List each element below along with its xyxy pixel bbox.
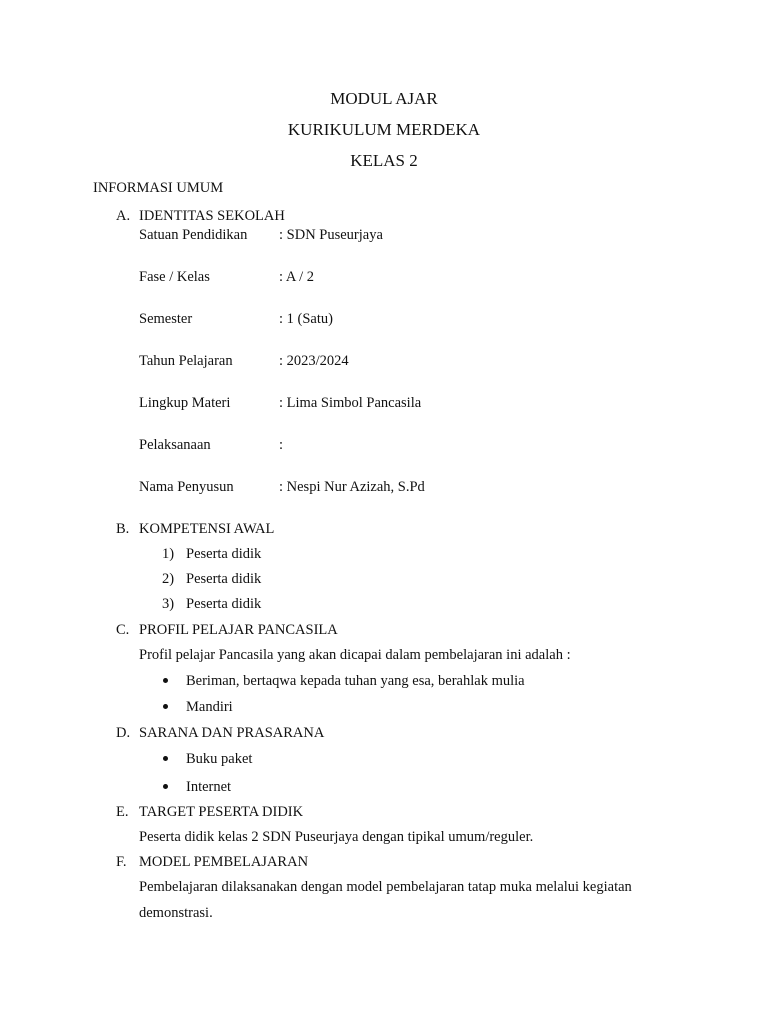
section-c-marker: C. <box>116 622 130 638</box>
doc-title-kurikulum: KURIKULUM MERDEKA <box>287 120 481 139</box>
bullet-icon <box>163 678 168 683</box>
identity-label-semester: Semester <box>139 311 193 327</box>
identity-value-pelaksanaan: : <box>279 437 284 453</box>
identity-value-satuan: : SDN Puseurjaya <box>279 227 383 243</box>
model-text-line2: demonstrasi. <box>139 905 213 921</box>
section-a-heading: IDENTITAS SEKOLAH <box>139 208 285 224</box>
bullet-icon <box>163 784 168 789</box>
section-e-marker: E. <box>116 804 129 820</box>
section-d-heading: SARANA DAN PRASARANA <box>139 725 325 741</box>
sarana-bullet-1: Buku paket <box>186 751 253 767</box>
bullet-icon <box>163 756 168 761</box>
section-e-heading: TARGET PESERTA DIDIK <box>139 804 304 820</box>
identity-value-tahun: : 2023/2024 <box>279 353 349 369</box>
bullet-icon <box>163 704 168 709</box>
section-f-marker: F. <box>116 854 127 870</box>
doc-title-modul-ajar: MODUL AJAR <box>330 89 438 108</box>
identity-value-lingkup: : Lima Simbol Pancasila <box>279 395 422 411</box>
profil-bullet-2: Mandiri <box>186 699 233 715</box>
identity-label-pelaksanaan: Pelaksanaan <box>139 437 211 453</box>
profil-bullet-1: Beriman, bertaqwa kepada tuhan yang esa, berahlak mulia <box>186 673 525 689</box>
kompetensi-text-1: Peserta didik <box>186 546 262 562</box>
section-d-marker: D. <box>116 725 131 741</box>
section-b-marker: B. <box>116 521 130 537</box>
identity-label-satuan: Satuan Pendidikan <box>139 227 248 243</box>
section-b-heading: KOMPETENSI AWAL <box>139 521 275 537</box>
informasi-umum-heading: INFORMASI UMUM <box>93 180 224 196</box>
kompetensi-text-3: Peserta didik <box>186 596 262 612</box>
sarana-bullet-2: Internet <box>186 779 232 795</box>
kompetensi-num-3: 3) <box>162 596 175 612</box>
identity-label-tahun: Tahun Pelajaran <box>139 353 233 369</box>
identity-label-penyusun: Nama Penyusun <box>139 479 234 495</box>
section-c-heading: PROFIL PELAJAR PANCASILA <box>139 622 338 638</box>
identity-label-fase: Fase / Kelas <box>139 269 210 285</box>
section-f-heading: MODEL PEMBELAJARAN <box>139 854 309 870</box>
identity-label-lingkup: Lingkup Materi <box>139 395 231 411</box>
identity-value-semester: : 1 (Satu) <box>279 311 333 327</box>
model-text-line1: Pembelajaran dilaksanakan dengan model pembelajaran tatap muka melalui kegiatan <box>139 879 632 895</box>
kompetensi-num-1: 1) <box>162 546 175 562</box>
kompetensi-num-2: 2) <box>162 571 175 587</box>
identity-value-penyusun: : Nespi Nur Azizah, S.Pd <box>279 479 425 495</box>
doc-title-kelas: KELAS 2 <box>350 151 418 170</box>
section-a-marker: A. <box>116 208 131 224</box>
target-text: Peserta didik kelas 2 SDN Puseurjaya dengan tipikal umum/reguler. <box>139 829 534 845</box>
kompetensi-text-2: Peserta didik <box>186 571 262 587</box>
profil-intro-text: Profil pelajar Pancasila yang akan dicapai dalam pembelajaran ini adalah : <box>139 647 571 663</box>
identity-value-fase: : A / 2 <box>279 269 315 285</box>
